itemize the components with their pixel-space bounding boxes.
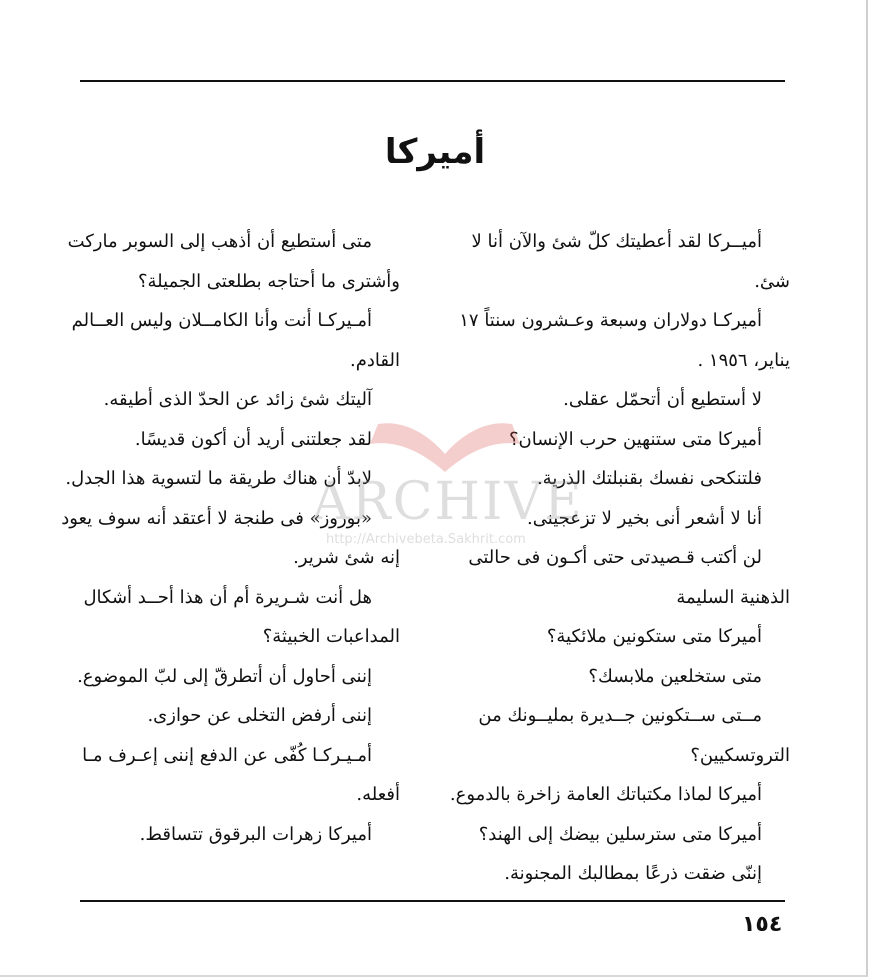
poem-line: الذهنية السليمة: [676, 586, 790, 608]
poem-line: أميركا متى ستنهين حرب الإنسان؟: [509, 428, 762, 450]
poem-line: فلتنكحى نفسك بقنبلتك الذرية.: [536, 468, 762, 489]
poem-line: القادم.: [350, 349, 400, 371]
poem-line: أنا لا أشعر أنى بخير لا تزعجينى.: [527, 507, 762, 529]
poem-line: إنه شئ شرير.: [293, 547, 400, 568]
page-number: ١٥٤: [742, 912, 783, 937]
right-column: [410, 222, 790, 894]
poem-line: أميركـا دولاران وسبعة وعـشرون سنتاً ١٧: [459, 310, 762, 331]
poem-line: «بوروز» فى طنجة لا أعتقد أنه سوف يعود: [61, 507, 372, 529]
poem-line: أميركا لماذا مكتباتك العامة زاخرة بالدموع.: [449, 784, 762, 805]
poem-line: إننى أرفض التخلى عن حوازى.: [147, 705, 372, 726]
poem-line: لابدّ أن هناك طريقة ما لتسوية هذا الجدل.: [65, 468, 372, 489]
poem-line: شئ.: [754, 270, 790, 292]
poem-line: أمـيركـا أنت وأنا الكامــلان وليس العــالم: [71, 310, 372, 331]
left-column: [55, 222, 400, 854]
poem-line: هل أنت شـريرة أم أن هذا أحــد أشكال: [83, 586, 372, 608]
poem-line: أميــركا لقد أعطيتك كلّ شئ والآن أنا لا: [471, 231, 762, 252]
poem-line: آليتك شئ زائد عن الحدّ الذى أطيقه.: [103, 389, 372, 410]
poem-line: أميركا متى ستكونين ملائكية؟: [546, 626, 762, 647]
poem-line: أميركا زهرات البرقوق تتساقط.: [139, 823, 372, 845]
poem-line: وأشترى ما أحتاجه بطلعتى الجميلة؟: [137, 270, 400, 292]
poem-line: لقد جعلتنى أريد أن أكون قديسًا.: [134, 428, 372, 450]
poem-title: أميركا: [384, 132, 486, 172]
poem-line: أميركا متى سترسلين بيضك إلى الهند؟: [478, 823, 762, 845]
poem-line: إننّى ضقت ذرعًا بمطالبك المجنونة.: [504, 863, 762, 884]
poem-line: المداعبات الخبيثة؟: [262, 626, 400, 647]
poem-line: مــتى ســتكونين جــديرة بمليــونك من: [478, 705, 762, 726]
poem-line: متى أستطيع أن أذهب إلى السوبر ماركت: [67, 231, 372, 252]
poem-line: يناير، ١٩٥٦ .: [697, 349, 790, 371]
poem-line: أمـيـركـا كُفّى عن الدفع إننى إعـرف مـا: [82, 744, 372, 766]
poem-line: لا أستطيع أن أتحمّل عقلى.: [563, 389, 762, 410]
poem-line: متى ستخلعين ملابسك؟: [588, 665, 762, 687]
watermark-url: http://Archivebeta.Sakhrit.com: [326, 532, 526, 547]
poem-line: لن أكتب قـصيدتى حتى أكـون فى حالتى: [468, 547, 762, 568]
top-rule: [80, 80, 785, 82]
watermark-word: ARCHIVE: [312, 472, 584, 532]
poem-line: أفعله.: [356, 784, 400, 805]
bottom-rule: [80, 900, 785, 902]
poem-line: إننى أحاول أن أتطرقّ إلى لبّ الموضوع.: [77, 665, 372, 687]
poem-line: التروتسكيين؟: [690, 744, 790, 766]
